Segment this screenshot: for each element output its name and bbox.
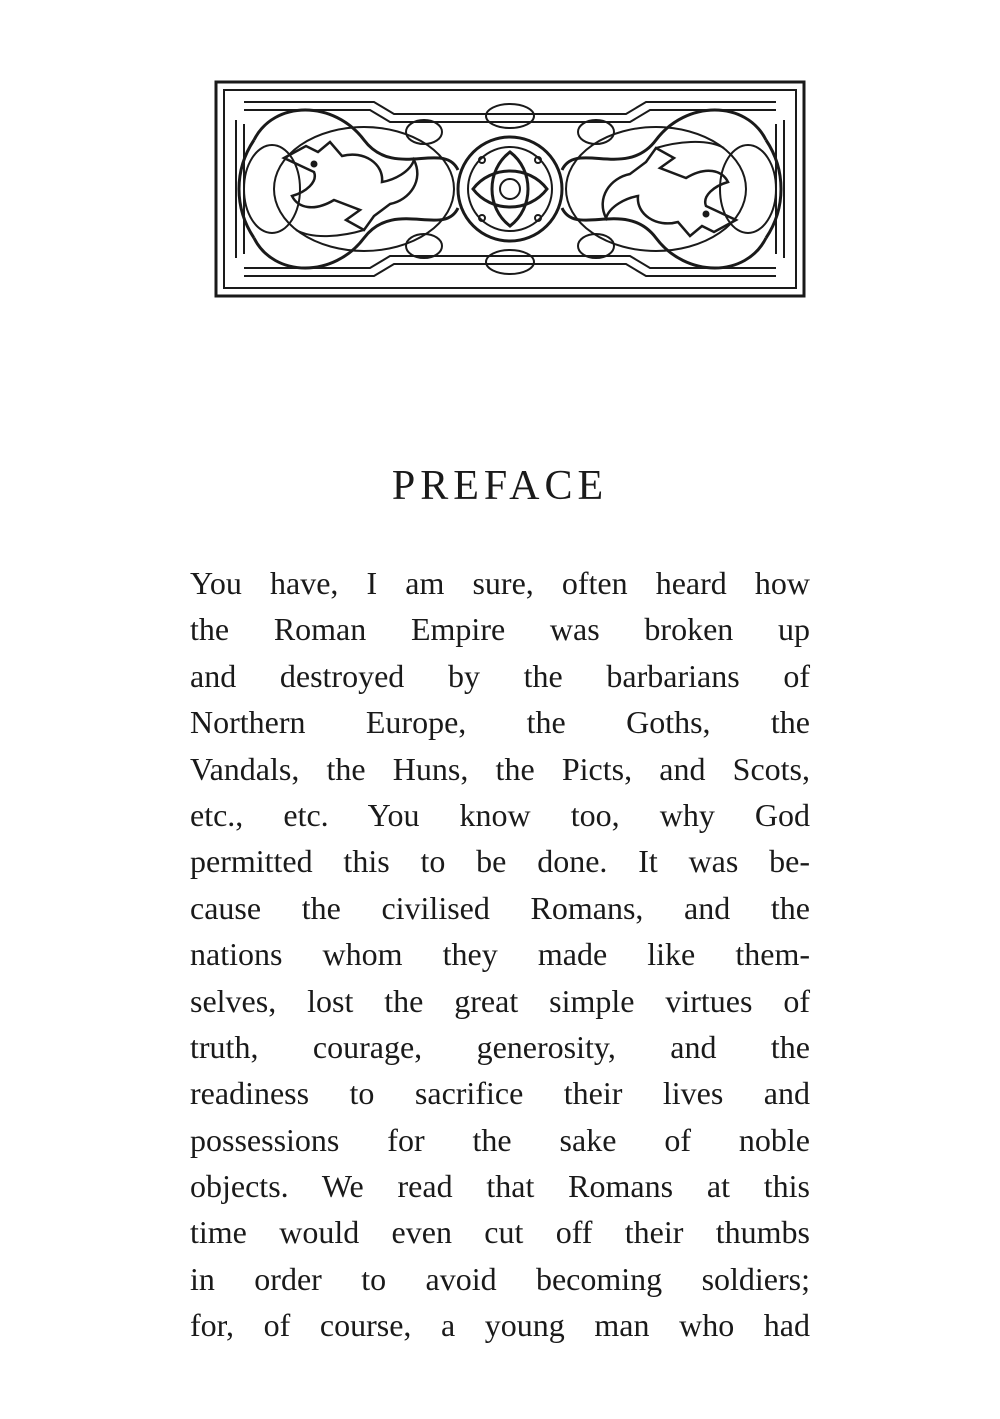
text-line: truth, courage, generosity, and the xyxy=(190,1028,810,1065)
celtic-knot-headpiece-icon xyxy=(214,80,806,300)
text-line: cause the civilised Romans, and the xyxy=(190,889,810,926)
text-line: possessions for the sake of noble xyxy=(190,1121,810,1158)
text-line: You have, I am sure, often heard how xyxy=(190,565,810,601)
text-line: Vandals, the Huns, the Picts, and Scots, xyxy=(190,750,810,787)
text-line: objects. We read that Romans at this xyxy=(190,1168,810,1205)
text-line: readiness to sacrifice their lives and xyxy=(190,1075,810,1112)
text-line: in order to avoid becoming soldiers; xyxy=(190,1260,810,1297)
text-line: and destroyed by the barbarians of xyxy=(190,657,810,694)
text-line: for, of course, a young man who had xyxy=(190,1307,810,1344)
text-line: the Roman Empire was broken up xyxy=(190,611,810,648)
text-line: etc., etc. You know too, why God xyxy=(190,796,810,833)
text-line: time would even cut off their thumbs xyxy=(190,1214,810,1251)
body-paragraph xyxy=(190,560,810,1349)
text-line: permitted this to be done. It was be- xyxy=(190,843,810,880)
text-line: nations whom they made like them- xyxy=(190,936,810,973)
text-line: selves, lost the great simple virtues of xyxy=(190,982,810,1019)
page-title: PREFACE xyxy=(391,463,609,509)
text-line: Northern Europe, the Goths, the xyxy=(190,704,810,741)
